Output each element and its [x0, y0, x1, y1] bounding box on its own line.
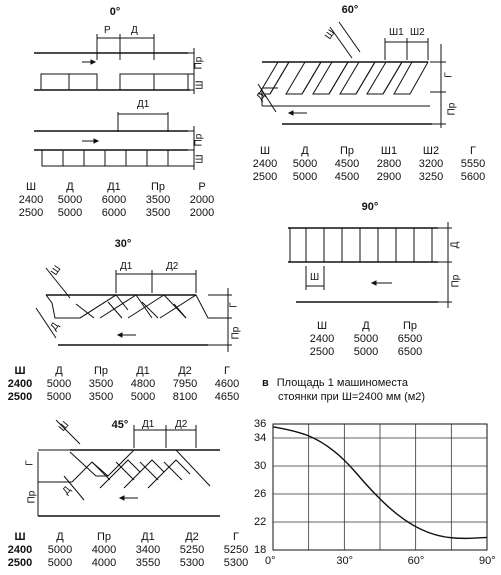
header-cell: Ш1 — [380, 145, 398, 157]
table-cell: 4000 — [91, 544, 117, 556]
chart-x-tick-label: 0° — [265, 555, 276, 567]
table-row — [246, 158, 494, 171]
caption-line1: Площадь 1 машиноместа — [276, 377, 408, 389]
dim-d2-45: Д2 — [175, 419, 188, 430]
table-row — [2, 378, 248, 391]
header-cell: Д1 — [136, 365, 150, 377]
table-cell: 8100 — [172, 391, 198, 403]
table-90deg — [300, 320, 432, 359]
dim-d2-30: Д2 — [166, 261, 179, 272]
title-30deg: 30° — [114, 238, 132, 250]
header-cell: Д — [362, 320, 370, 332]
table-cell: 5000 — [46, 378, 72, 390]
dim-pr-0a: Пр — [193, 56, 205, 70]
table-cell: 2900 — [376, 171, 402, 183]
header-cell: Ш — [25, 181, 37, 193]
table-cell: 2500 — [7, 391, 33, 403]
table-cell: 5000 — [353, 346, 379, 358]
table-cell: 2500 — [252, 171, 278, 183]
table-cell: 5000 — [46, 391, 72, 403]
title-0deg: 0° — [109, 6, 121, 18]
table-cell: 2400 — [7, 544, 33, 556]
chart-y-tick-label: 18 — [254, 544, 267, 556]
dim-sh-0a: Ш — [194, 80, 206, 90]
table-cell: 7950 — [172, 378, 198, 390]
table-row — [246, 171, 494, 184]
table-cell: 6500 — [397, 333, 423, 345]
title-90deg: 90° — [361, 201, 379, 213]
table-row — [14, 194, 224, 207]
header-cell: Пр — [96, 531, 112, 543]
table-cell: 3550 — [135, 557, 161, 569]
diagram-45deg — [38, 420, 220, 516]
dim-pr-45: Пр — [26, 490, 38, 504]
dim-sh-30: Ш — [49, 263, 64, 278]
dim-d-45: Д — [60, 484, 74, 497]
chart-x-tick-label: 60° — [407, 555, 425, 567]
header-cell: Пр — [150, 181, 166, 193]
table-row — [2, 557, 258, 570]
diagram-0deg-lower — [34, 112, 194, 170]
table-0deg-header — [14, 181, 224, 194]
dim-sh2-60: Ш2 — [410, 27, 425, 38]
dim-d-0: Д — [131, 25, 138, 36]
chart-y-tick-label: 30 — [254, 460, 267, 472]
table-row — [300, 333, 432, 346]
header-cell: Д — [66, 181, 74, 193]
table-90deg-header — [300, 320, 432, 333]
chart-caption — [262, 376, 425, 404]
table-30deg-header — [2, 365, 248, 378]
table-cell: 5000 — [47, 544, 73, 556]
dim-d1-30: Д1 — [120, 261, 133, 272]
dim-pr-30: Пр — [230, 326, 242, 340]
header-cell: Ш — [14, 365, 26, 377]
table-cell: 4500 — [334, 171, 360, 183]
header-cell: Д2 — [185, 531, 199, 543]
chart-x-tick-label: 90° — [479, 555, 496, 567]
chart-frame — [273, 424, 487, 550]
header-cell: Д2 — [178, 365, 192, 377]
dim-d-60: Д — [254, 90, 268, 103]
table-cell: 3500 — [145, 194, 171, 206]
table-cell: 5300 — [179, 557, 205, 569]
header-cell: Пр — [339, 145, 355, 157]
table-30deg — [2, 365, 248, 404]
header-cell: Пр — [93, 365, 109, 377]
header-cell: Ш2 — [422, 145, 440, 157]
diagram-90deg — [288, 222, 452, 308]
table-row — [300, 346, 432, 359]
header-cell: Г — [233, 531, 239, 543]
table-cell: 4000 — [91, 557, 117, 569]
table-cell: 2000 — [189, 194, 215, 206]
table-cell: 3200 — [418, 158, 444, 170]
chart-y-tick-label: 22 — [254, 516, 267, 528]
header-cell: Д — [301, 145, 309, 157]
table-cell: 2400 — [309, 333, 335, 345]
table-cell: 2400 — [18, 194, 44, 206]
table-row — [14, 207, 224, 220]
table-cell: 5250 — [223, 544, 249, 556]
table-cell: 3500 — [88, 378, 114, 390]
diagram-0deg-upper — [34, 34, 194, 94]
dim-d-90: Д — [449, 241, 461, 249]
table-cell: 5250 — [179, 544, 205, 556]
table-row — [2, 544, 258, 557]
header-cell: Ш — [259, 145, 271, 157]
table-cell: 2500 — [7, 557, 33, 569]
header-cell: Д — [55, 365, 63, 377]
table-row — [2, 391, 248, 404]
caption-marker: в — [262, 377, 269, 389]
dim-r-0: Р — [104, 25, 111, 36]
table-cell: 6000 — [101, 194, 127, 206]
table-cell: 4650 — [214, 391, 240, 403]
chart-y-tick-label: 26 — [254, 488, 267, 500]
dim-g-45: Г — [24, 460, 36, 466]
dim-pr-0b: Пр — [193, 133, 205, 147]
dim-sh-0b: Ш — [194, 154, 206, 164]
table-cell: 5000 — [292, 158, 318, 170]
chart-y-tick-label: 34 — [254, 432, 267, 444]
table-cell: 3500 — [88, 391, 114, 403]
chart-x-tick-label: 30° — [336, 555, 353, 567]
table-45deg — [2, 531, 258, 570]
caption-line2: стоянки при Ш=2400 мм (м2) — [278, 391, 426, 403]
table-cell: 2000 — [189, 207, 215, 219]
table-45deg-header — [2, 531, 258, 544]
table-cell: 5000 — [292, 171, 318, 183]
header-cell: Д1 — [107, 181, 121, 193]
dim-pr-60: Пр — [446, 102, 458, 116]
dim-d1-45: Д1 — [142, 419, 155, 430]
chart-y-tick-label: 36 — [254, 418, 267, 430]
table-cell: 5000 — [57, 207, 83, 219]
dim-d1-0: Д1 — [137, 99, 150, 110]
table-60deg — [246, 145, 494, 184]
header-cell: Г — [470, 145, 476, 157]
table-0deg — [14, 181, 224, 220]
table-cell: 2400 — [7, 378, 33, 390]
table-cell: 2400 — [252, 158, 278, 170]
table-cell: 6000 — [101, 207, 127, 219]
header-cell: Г — [224, 365, 230, 377]
title-60deg: 60° — [341, 4, 359, 16]
header-cell: Р — [198, 181, 206, 193]
dim-sh-60: Ш — [323, 27, 338, 42]
table-cell: 3250 — [418, 171, 444, 183]
header-cell: Пр — [402, 320, 418, 332]
dim-pr-90: Пр — [450, 274, 462, 288]
header-cell: Д1 — [141, 531, 155, 543]
table-cell: 6500 — [397, 346, 423, 358]
title-45deg: 45° — [111, 419, 129, 431]
dim-sh-90: Ш — [310, 272, 320, 283]
table-60deg-header — [246, 145, 494, 158]
table-cell: 3400 — [135, 544, 161, 556]
table-cell: 5600 — [460, 171, 486, 183]
table-cell: 4800 — [130, 378, 156, 390]
table-cell: 5000 — [353, 333, 379, 345]
table-cell: 3500 — [145, 207, 171, 219]
table-cell: 4500 — [334, 158, 360, 170]
dim-g-60: Г — [443, 72, 455, 78]
table-cell: 5000 — [47, 557, 73, 569]
table-cell: 5550 — [460, 158, 486, 170]
table-cell: 2500 — [18, 207, 44, 219]
dim-g-30: Г — [228, 302, 240, 308]
header-cell: Д — [56, 531, 64, 543]
table-cell: 2500 — [309, 346, 335, 358]
diagram-30deg — [36, 268, 232, 352]
table-cell: 5300 — [223, 557, 249, 569]
dim-sh1-60: Ш1 — [389, 27, 404, 38]
dim-sh-45: Ш — [57, 419, 72, 434]
table-cell: 5000 — [57, 194, 83, 206]
table-cell: 4600 — [214, 378, 240, 390]
table-cell: 5000 — [130, 391, 156, 403]
header-cell: Ш — [14, 531, 26, 543]
dim-d-30: Д — [48, 320, 62, 333]
header-cell: Ш — [316, 320, 328, 332]
table-cell: 2800 — [376, 158, 402, 170]
